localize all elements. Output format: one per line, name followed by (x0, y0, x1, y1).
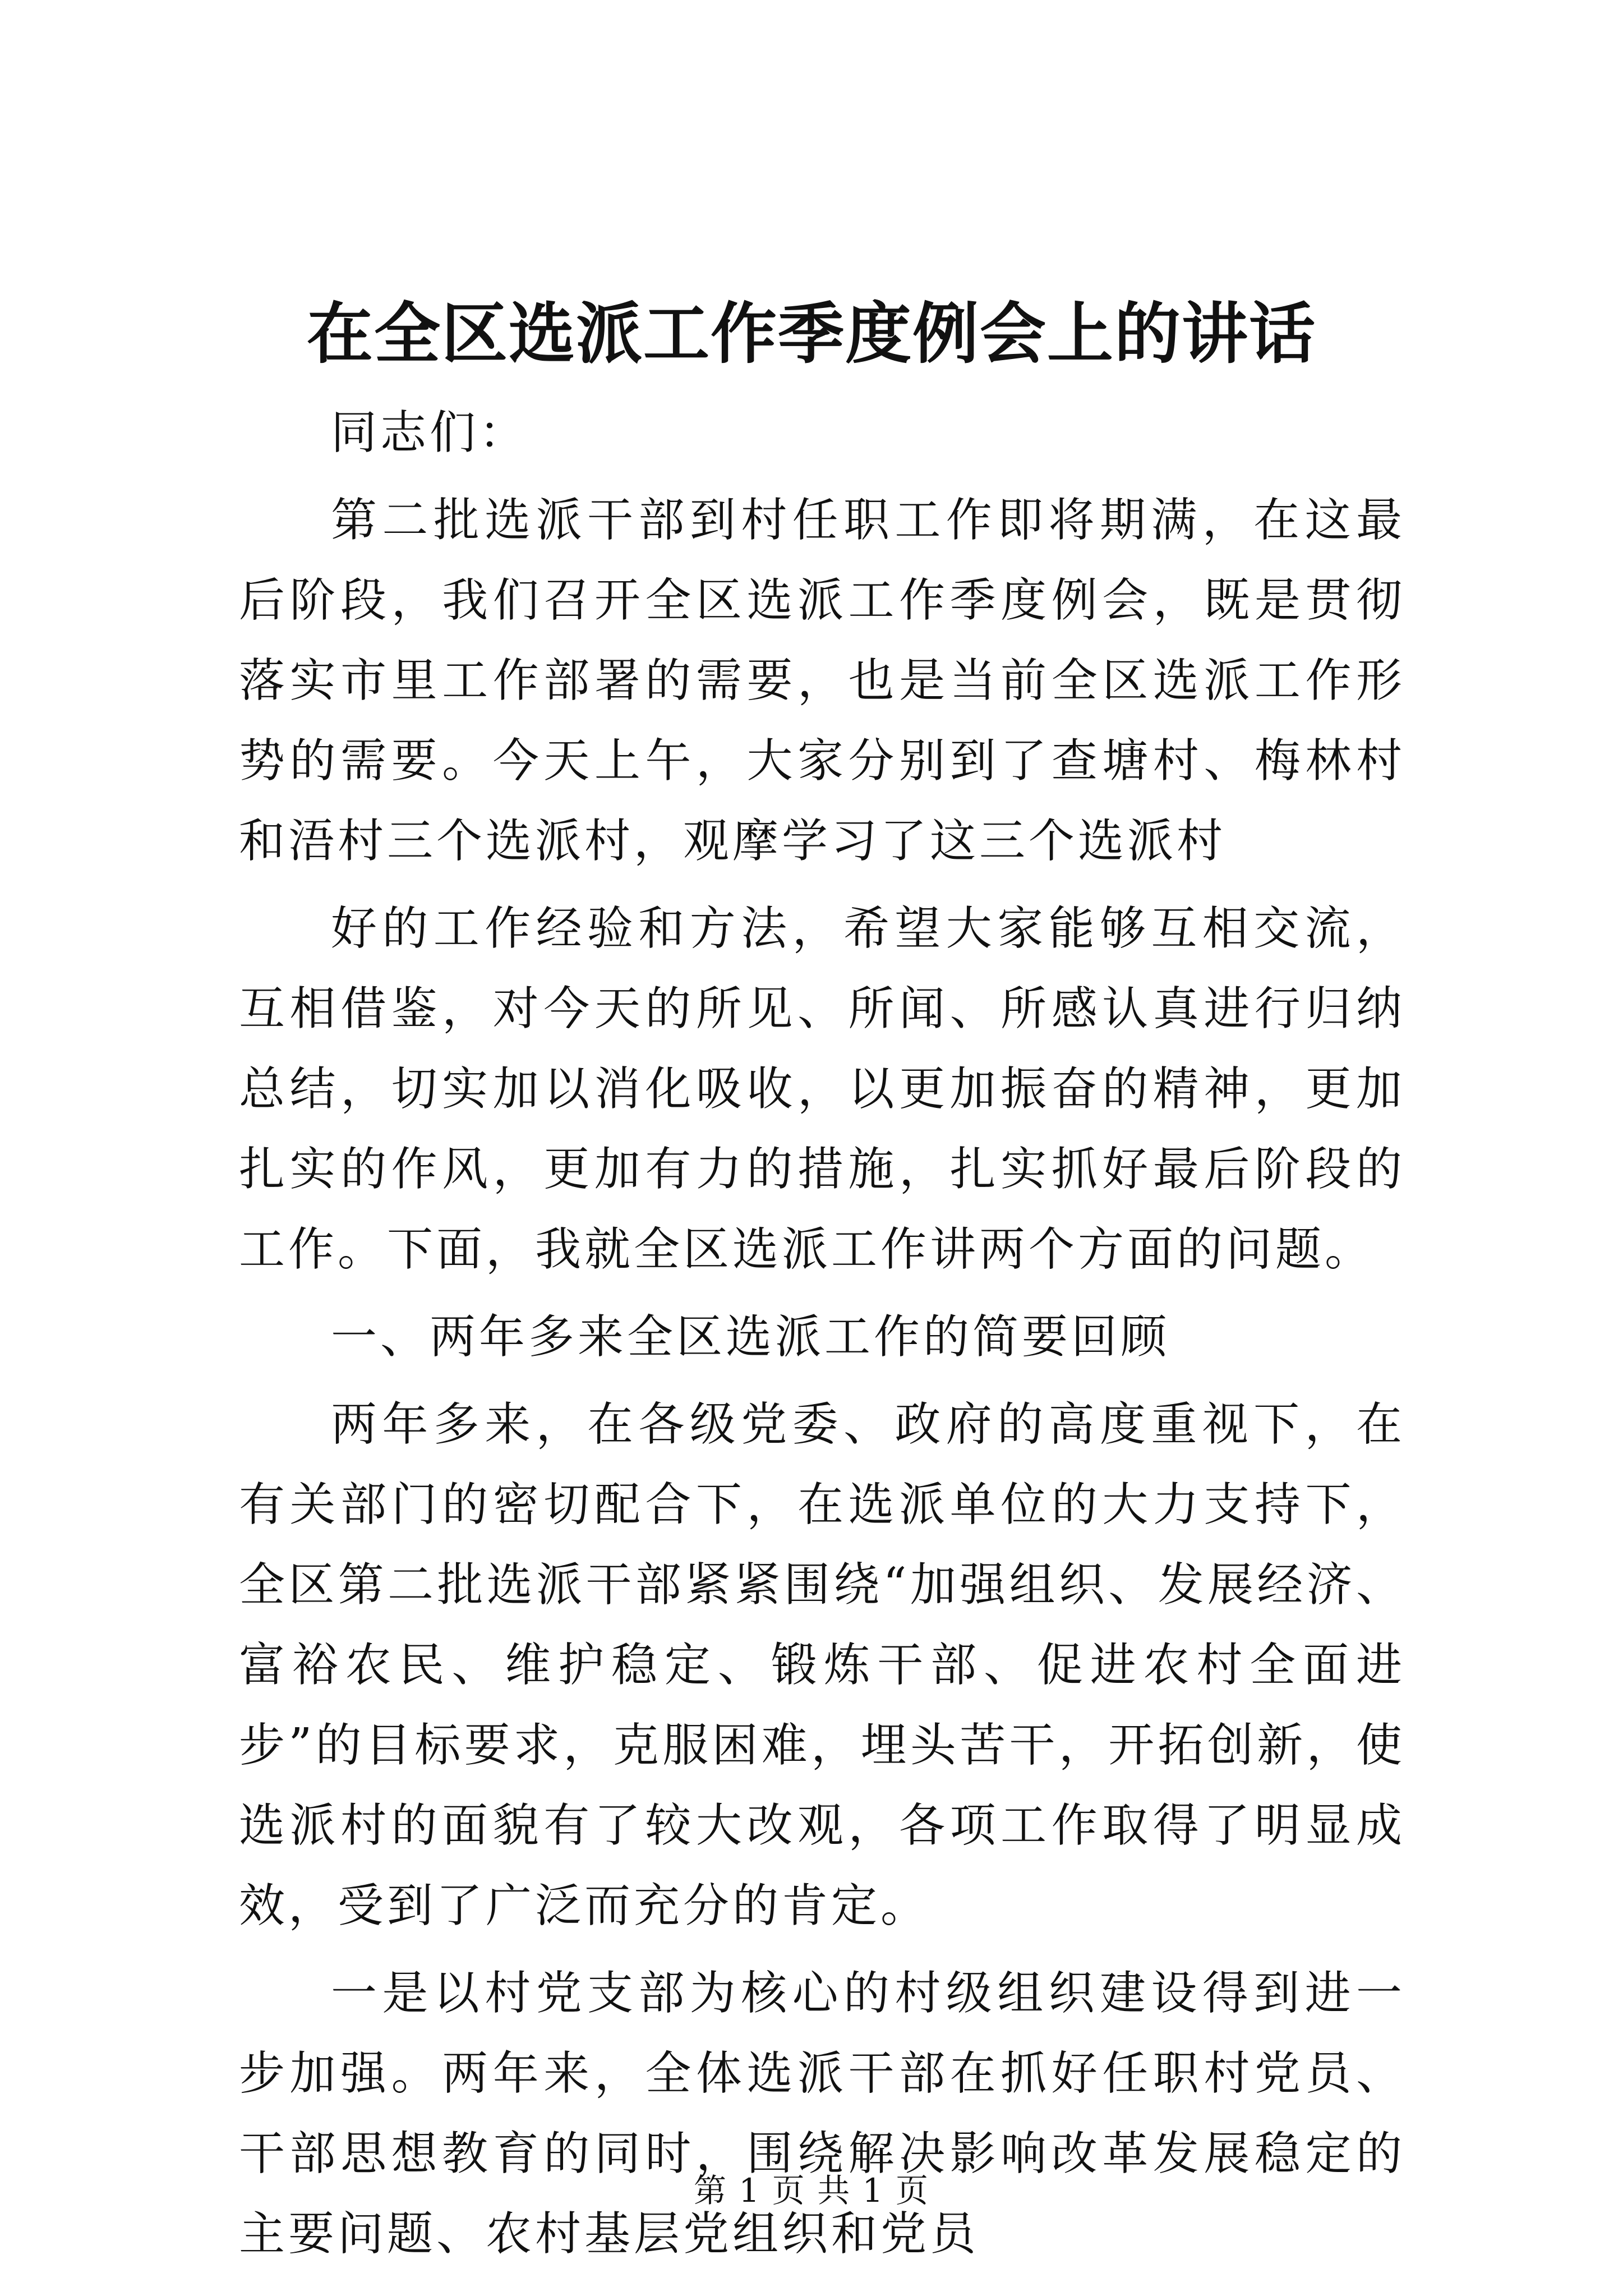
section-heading: 一、两年多来全区选派工作的简要回顾 (331, 1310, 1170, 1364)
body-paragraph: 一是以村党支部为核心的村级组织建设得到进一步加强。两年来，全体选派干部在抓好任职村党员、干部思想教育的同时，围绕解决影响改革发展稳定的主要问题、农村基层党组织和党员 (239, 1967, 1405, 2261)
body-paragraph: 好的工作经验和方法，希望大家能够互相交流，互相借鉴，对今天的所见、所闻、所感认真进行归纳总结，切实加以消化吸收，以更加振奋的精神，更加扎实的作风，更加有力的措施，扎实抓好最后阶段的工作。下面，我就全区选派工作讲两个方面的问题。 (239, 902, 1405, 1276)
body-paragraph: 第二批选派干部到村任职工作即将期满，在这最后阶段，我们召开全区选派工作季度例会，既是贯彻落实市里工作部署的需要，也是当前全区选派工作形势的需要。今天上午，大家分别到了查塘村、梅林村和浯村三个选派村，观摩学习了这三个选派村 (239, 494, 1405, 868)
page-footer: 第 1 页 共 1 页 (694, 2171, 929, 2210)
document-body (239, 393, 1405, 2281)
salutation-paragraph: 同志们： (331, 406, 529, 459)
document-title: 在全区选派工作季度例会上的讲话 (306, 295, 1316, 372)
body-paragraph: 两年多来，在各级党委、政府的高度重视下，在有关部门的密切配合下，在选派单位的大力支持下，全区第二批选派干部紧紧围绕“加强组织、发展经济、富裕农民、维护稳定、锻炼干部、促进农村全面进步”的目标要求，克服困难，埋头苦干，开拓创新，使选派村的面貌有了较大改观，各项工作取得了明显成效，受到了广泛而充分的肯定。 (239, 1398, 1405, 1932)
